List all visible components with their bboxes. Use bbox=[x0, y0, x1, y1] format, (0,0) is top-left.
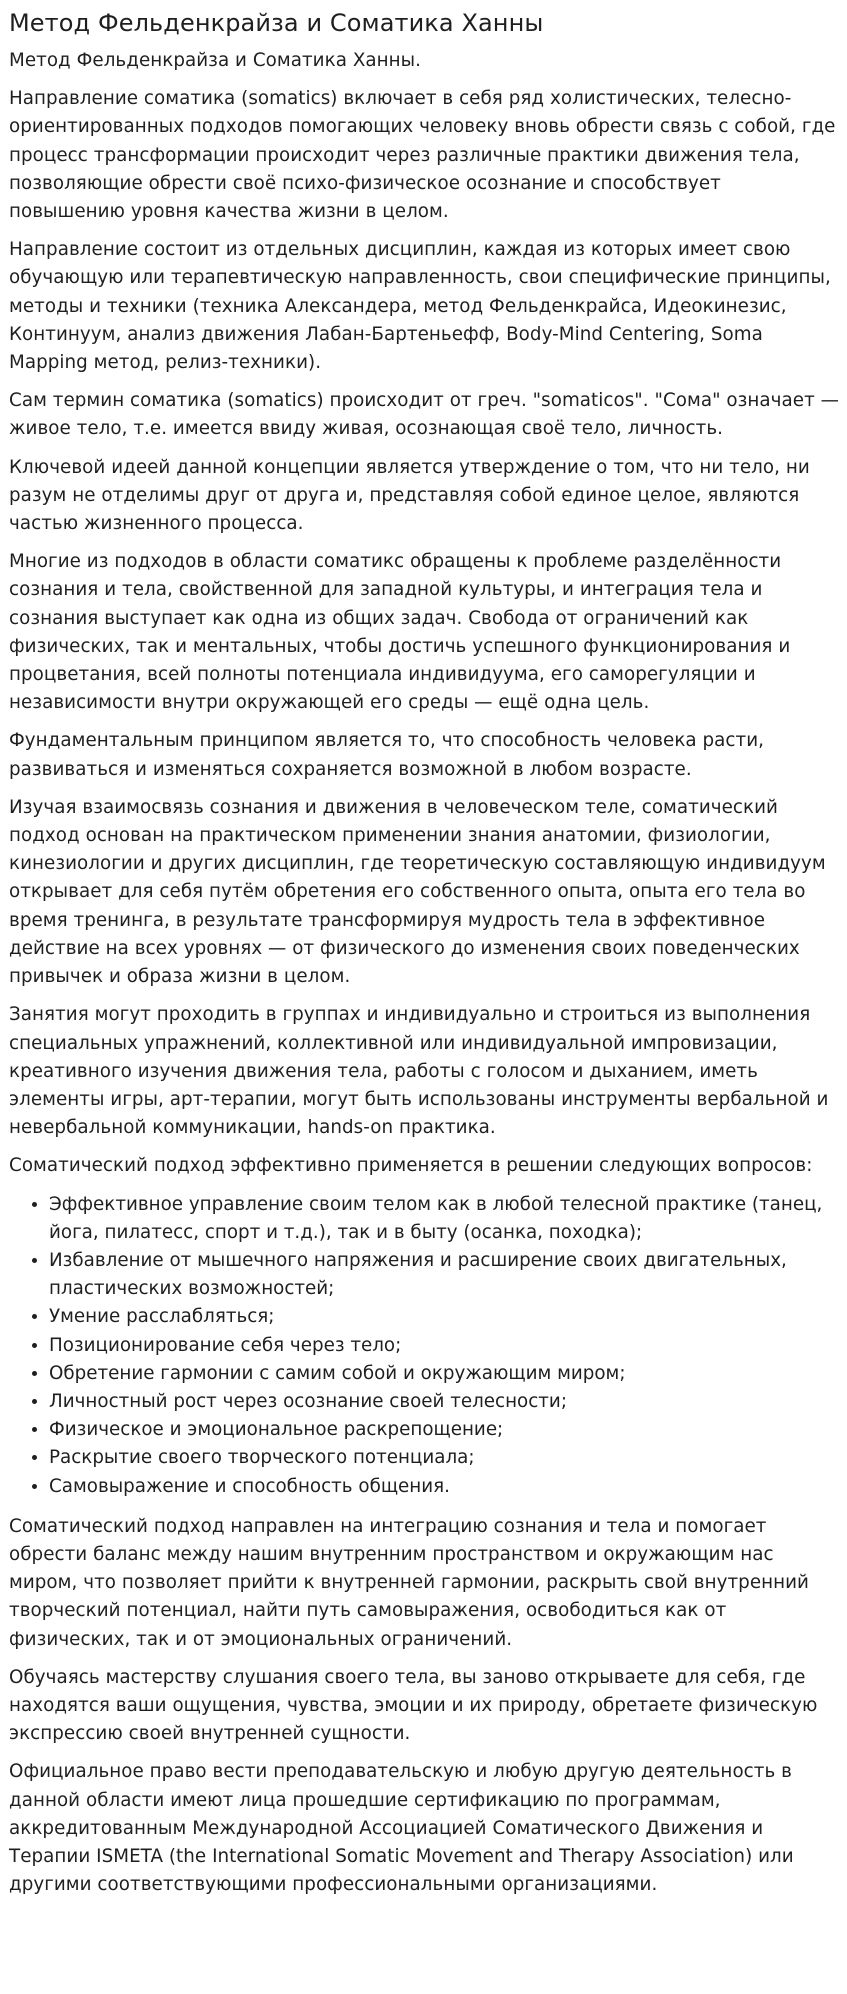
paragraph: Сам термин соматика (somatics) происходит от греч. "somaticos". "Сома" означает — живое тело, т.е. имеется ввиду живая, осознающая своё тело, личность. bbox=[9, 390, 839, 440]
paragraph: Направление соматика (somatics) включает в себя ряд холистических, телесно-ориентированных подходов помогающих человеку вновь обрести связь с собой, где процесс трансформации происходит через различные практики движения тела, позволяющие обрести своё психо-физическое осознание и способствует повышению уровня качества жизни в целом. bbox=[9, 88, 836, 223]
list-item: • Эффективное управление своим телом как в любой телесной практике (танец, йога, пилатесс, спорт и т.д.), так и в быту (осанка, походка); bbox=[49, 1191, 840, 1247]
paragraph: Ключевой идеей данной концепции является утверждение о том, что ни тело, ни разум не отделимы друг от друга и, представляя собой единое целое, являются частью жизненного процесса. bbox=[9, 456, 810, 535]
list-item: • Обретение гармонии с самим собой и окружающим миром; bbox=[49, 1360, 840, 1388]
list-intro: Соматический подход эффективно применяется в решении следующих вопросов: bbox=[9, 1155, 813, 1177]
list-item: • Самовыражение и способность общения. bbox=[49, 1473, 840, 1501]
list-item: • Раскрытие своего творческого потенциала; bbox=[49, 1444, 840, 1472]
paragraph: Обучаясь мастерству слушания своего тела, вы заново открываете для себя, где находятся ваши ощущения, чувства, эмоции и их природу, обретаете физическую экспрессию своей внутренней сущности. bbox=[9, 1666, 818, 1745]
paragraph: Занятия могут проходить в группах и индивидуально и строиться из выполнения специальных упражнений, коллективной или индивидуальной импровизации, креативного изучения движения тела, работы с голосом и дыханием, иметь элементы игры, арт-терапии, могут быть использованы инструменты вербальной и невербальной коммуникации, hands-on практика. bbox=[9, 1004, 829, 1139]
benefits-list bbox=[9, 1191, 840, 1501]
paragraph: Многие из подходов в области соматикс обращены к проблеме разделённости сознания и тела, свойственной для западной культуры, и интеграция тела и сознания выступает как одна из общих задач. Свобода от ограничений как физических, так и ментальных, чтобы достичь успешного функционирования и процветания, всей полноты потенциала индивидуума, его саморегуляции и независимости внутри окружающей его среды — ещё одна цель. bbox=[9, 551, 791, 714]
list-item: • Умение расслабляться; bbox=[49, 1303, 840, 1331]
list-item: • Физическое и эмоциональное раскрепощение; bbox=[49, 1416, 840, 1444]
list-item: • Позиционирование себя через тело; bbox=[49, 1332, 840, 1360]
paragraph: Фундаментальным принципом является то, что способность человека расти, развиваться и изменяться сохраняется возможной в любом возрасте. bbox=[9, 730, 765, 780]
list-item: • Личностный рост через осознание своей телесности; bbox=[49, 1388, 840, 1416]
paragraph: Официальное право вести преподавательскую и любую другую деятельность в данной области имеют лица прошедшие сертификацию по программам, аккредитованным Международной Ассоциацией Соматического Движения и Терапии ISMETA (the International Somatic Movement and Therapy Association) или другими соответствующими профессиональными организациями. bbox=[9, 1761, 794, 1896]
page-title: Метод Фельденкрайза и Соматика Ханны bbox=[9, 9, 544, 37]
paragraph: Соматический подход направлен на интеграцию сознания и тела и помогает обрести баланс между нашим внутренним пространством и окружающим нас миром, что позволяет прийти к внутренней гармонии, раскрыть свой внутренний творческий потенциал, найти путь самовыражения, освободиться как от физических, так и от эмоциональных ограничений. bbox=[9, 1515, 809, 1650]
paragraph: Направление состоит из отдельных дисциплин, каждая из которых имеет свою обучающую или терапевтическую направленность, свои специфические принципы, методы и техники (техника Александера, метод Фельденкрайса, Идеокинезис, Континуум, анализ движения Лабан-Бартеньефф, Body-Mind Centering, Soma Mapping метод, релиз-техники). bbox=[9, 239, 831, 374]
paragraph: Изучая взаимосвязь сознания и движения в человеческом теле, соматический подход основан на практическом применении знания анатомии, физиологии, кинезиологии и других дисциплин, где теоретическую составляющую индивидуум открывает для себя путём обретения его собственного опыта, опыта его тела во время тренинга, в результате трансформируя мудрость тела в эффективное действие на всех уровнях — от физического до изменения своих поведенческих привычек и образа жизни в целом. bbox=[9, 796, 826, 988]
article-subtitle: Метод Фельденкрайза и Соматика Ханны. bbox=[9, 50, 421, 71]
list-item: • Избавление от мышечного напряжения и расширение своих двигательных, пластических возможностей; bbox=[49, 1247, 840, 1303]
